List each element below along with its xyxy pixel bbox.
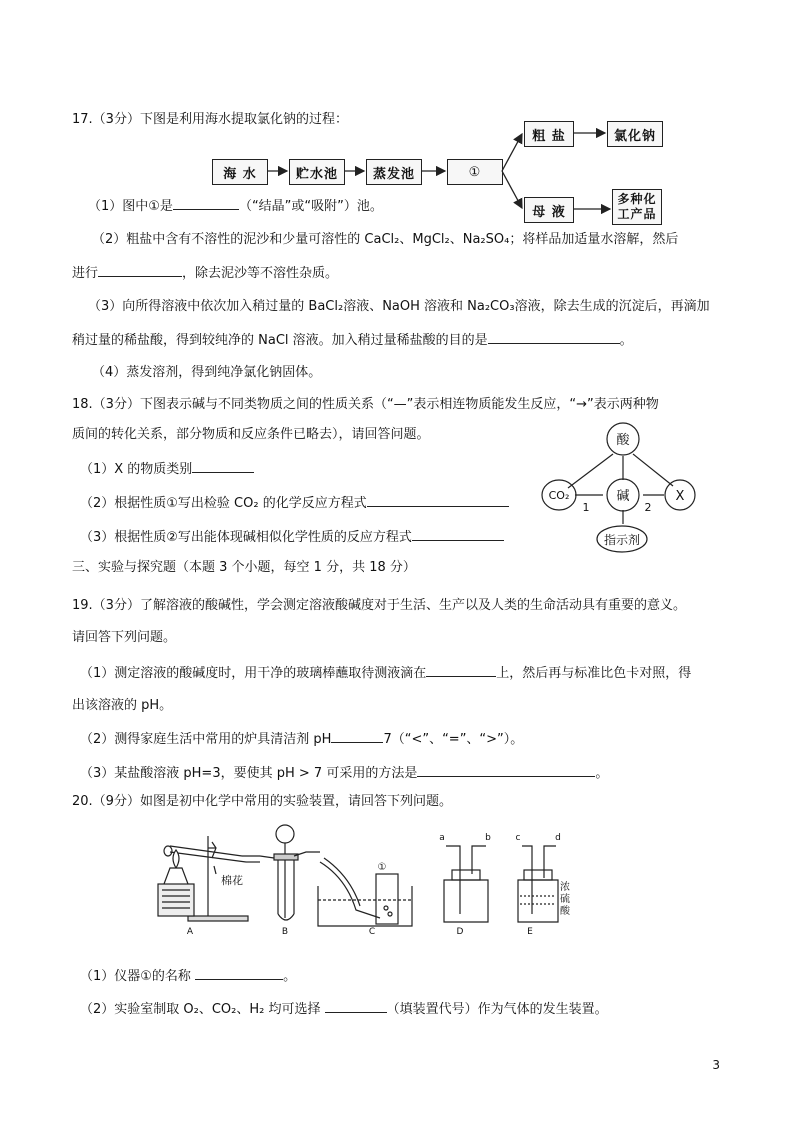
label-conc-2: 硫 (560, 894, 570, 905)
flow-step-1: ① (447, 159, 503, 185)
q18-relation-diagram (530, 418, 710, 554)
q19-title2: 请回答下列问题。 (72, 630, 177, 645)
q19-p1-blank[interactable] (426, 664, 496, 677)
section-3-heading: 三、实验与探究题（本题 3 个小题，每空 1 分，共 18 分） (72, 560, 416, 575)
label-d: D (456, 927, 464, 937)
label-indicator: 指示剂 (603, 533, 641, 547)
label-n2: 2 (644, 501, 652, 514)
flow-evap-pool: 蒸发池 (366, 159, 422, 185)
q18-p2-blank[interactable] (367, 494, 509, 507)
q19-p1 (80, 664, 691, 683)
line-acid-co2 (568, 454, 613, 488)
q20-p2-blank[interactable] (325, 1000, 387, 1013)
q19-p2-blank[interactable] (331, 730, 383, 743)
page-number: 3 (712, 1058, 720, 1072)
q17-p2b-text2: ，除去泥沙等不溶性杂质。 (182, 266, 339, 281)
q17-p2b-text: 进行 (72, 266, 99, 281)
q18-p2 (80, 494, 509, 513)
label-n1: 1 (582, 501, 590, 514)
q19-p3-text2: 。 (595, 766, 609, 781)
label-a: A (186, 927, 194, 937)
q18-p2-text: （2）根据性质①写出检验 CO₂ 的化学反应方程式 (80, 496, 367, 511)
q18-p1-blank[interactable] (192, 460, 254, 473)
q19-p2-text: （2）测得家庭生活中常用的炉具清洁剂 pH (80, 732, 332, 747)
q17-p1-text: （1）图中①是 (88, 199, 173, 214)
q20-title: 20.（9分）如图是初中化学中常用的实验装置，请回答下列问题。 (72, 794, 452, 809)
flow-storage-pool: 贮水池 (289, 159, 345, 185)
q20-p2 (80, 1000, 608, 1019)
label-co2: CO₂ (548, 489, 570, 502)
label-circ1: ① (377, 862, 387, 873)
label-tube-d: d (555, 833, 561, 843)
q18-title: 18.（3分）下图表示碱与不同类物质之间的性质关系（“—”表示相连物质能发生反应，“→”表示两种物 (72, 397, 659, 412)
flow-crude-salt: 粗 盐 (524, 121, 574, 147)
label-conc-3: 酸 (560, 906, 570, 917)
q17-p2b (72, 264, 338, 283)
q19-p1c: 出该溶液的 pH。 (72, 698, 173, 713)
q17-p2: （2）粗盐中含有不溶性的泥沙和少量可溶性的 CaCl₂、MgCl₂、Na₂SO₄；将样品加适量水溶解，然后 (92, 232, 679, 247)
q20-p2-text2: （填装置代号）作为气体的发生装置。 (386, 1002, 608, 1017)
label-b: B (281, 927, 289, 937)
q17-p1-text2: （“结晶”或“吸附”）池。 (238, 199, 383, 214)
line-acid-x (633, 454, 673, 486)
q19-p1-text: （1）测定溶液的酸碱度时，用干净的玻璃棒蘸取待测液滴在 (80, 666, 427, 681)
label-e: E (527, 927, 533, 937)
q20-apparatus-figure (150, 818, 570, 946)
q17-p3: （3）向所得溶液中依次加入稍过量的 BaCl₂溶液、NaOH 溶液和 Na₂CO₃溶液，除去生成的沉淀后，再滴加 (88, 299, 710, 314)
q18-p3-blank[interactable] (412, 528, 504, 541)
apparatus-b (274, 825, 320, 920)
q19-p3 (80, 764, 608, 783)
q17-p3b-text: 稍过量的稀盐酸，得到较纯净的 NaCl 溶液。加入稍过量稀盐酸的目的是 (72, 333, 488, 348)
q20-p1-blank[interactable] (195, 967, 283, 980)
q20-p1 (80, 967, 296, 986)
label-tube-a: a (439, 833, 445, 843)
q19-p2-text2: 7（“<”、“=”、“>”）。 (383, 732, 524, 747)
q17-p3-blank[interactable] (488, 331, 620, 344)
apparatus-d (444, 846, 488, 922)
q20-p1-text2: 。 (283, 969, 297, 984)
q17-p3b (72, 331, 633, 350)
q17-p4: （4）蒸发溶剂，得到纯净氯化钠固体。 (92, 365, 322, 380)
label-c: C (368, 927, 376, 937)
q17-p1-blank[interactable] (173, 197, 239, 210)
apparatus-e (518, 846, 558, 922)
q17-p3b-text2: 。 (619, 333, 633, 348)
label-acid: 酸 (616, 433, 630, 448)
q17-p2-blank[interactable] (98, 264, 182, 277)
label-tube-c: c (515, 833, 521, 843)
q18-p3-text: （3）根据性质②写出能体现碱相似化学性质的反应方程式 (80, 530, 412, 545)
label-base: 碱 (616, 489, 630, 504)
q18-p1 (80, 460, 254, 479)
q19-title: 19.（3分）了解溶液的酸碱性，学会测定溶液酸碱度对于生活、生产以及人类的生命活动具有重要的意义。 (72, 598, 686, 613)
q17-p1 (88, 197, 383, 216)
q19-p1-text2: 上，然后再与标准比色卡对照，得 (496, 666, 692, 681)
flow-chem-products: 多种化工产品 (612, 189, 662, 225)
q18-title2: 质间的转化关系，部分物质和反应条件已略去），请回答问题。 (72, 427, 430, 442)
q19-p3-text: （3）某盐酸溶液 pH=3，要使其 pH > 7 可采用的方法是 (80, 766, 418, 781)
q20-p2-text: （2）实验室制取 O₂、CO₂、H₂ 均可选择 (80, 1002, 321, 1017)
q20-p1-text: （1）仪器①的名称 (80, 969, 191, 984)
q17-title: 17.（3分）下图是利用海水提取氯化钠的过程： (72, 112, 348, 127)
label-cotton: 棉花 (221, 874, 243, 887)
q18-p3 (80, 528, 504, 547)
flow-mother-liquor: 母 液 (524, 197, 574, 223)
label-conc-1: 浓 (560, 882, 570, 893)
flow-nacl: 氯化钠 (607, 121, 663, 147)
label-x: X (675, 489, 685, 504)
apparatus-c (318, 858, 412, 926)
flow-arrows (0, 0, 794, 260)
flow-seawater: 海 水 (212, 159, 268, 185)
q19-p3-blank[interactable] (417, 764, 595, 777)
label-tube-b: b (485, 833, 491, 843)
q18-p1-text: （1）X 的物质类别 (80, 462, 193, 477)
apparatus-a (158, 836, 274, 921)
q19-p2 (80, 730, 523, 749)
